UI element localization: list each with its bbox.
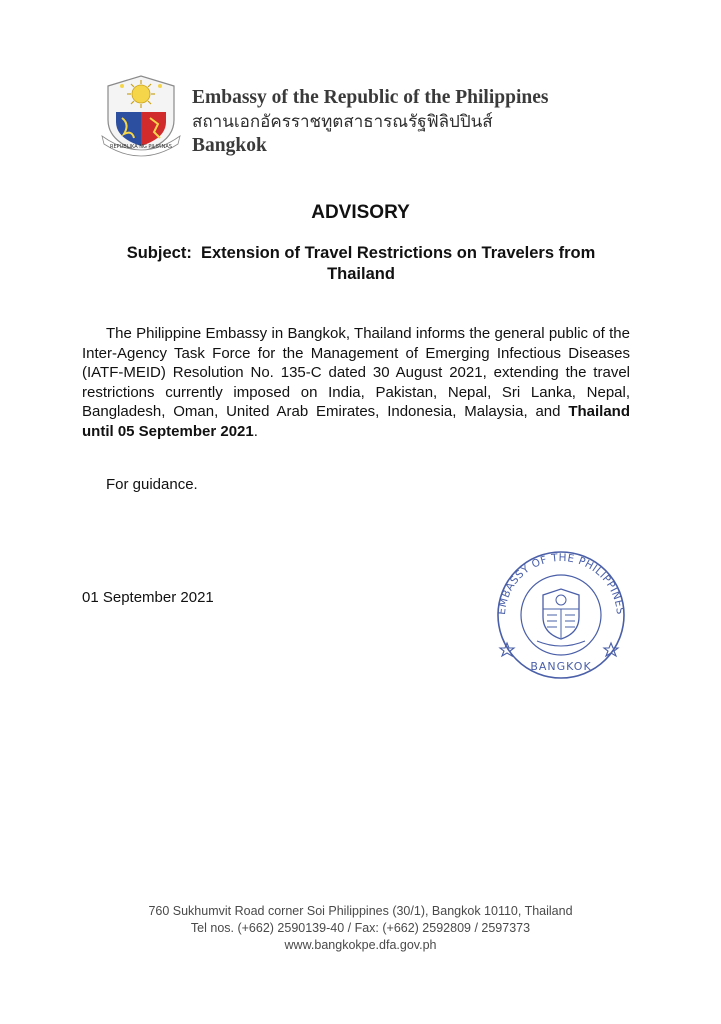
- footer: [0, 903, 721, 954]
- embassy-city: Bangkok: [192, 135, 267, 156]
- stamp-top-text: EMBASSY OF THE PHILIPPINES: [495, 551, 627, 616]
- philippine-seal-logo: [100, 72, 182, 158]
- embassy-name: Embassy of the Republic of the Philippines: [192, 87, 549, 108]
- body-end: .: [253, 422, 258, 440]
- svg-text:REPUBLIKA NG PILIPINAS: REPUBLIKA NG PILIPINAS: [110, 144, 172, 150]
- footer-phone: Tel nos. (+662) 2590139-40 / Fax: (+662) 2592809 / 2597373: [190, 921, 531, 935]
- embassy-stamp: [487, 545, 633, 681]
- body-text: The Philippine Embassy in Bangkok, Thailand informs the general public of the Inter-Agency Task Force for the Management of Emerging Infectious Diseases (IATF-MEID) Resolution No. 135-C dated 30 August 2021, extending the travel restrictions currently imposed on India, Pakistan, Nepal, Sri Lanka, Nepal, Bangladesh, Oman, United Arab Emirates, Indonesia, Malaysia, and: [82, 325, 630, 421]
- svg-text:EMBASSY OF THE PHILIPPINES: [496, 552, 626, 615]
- subject-text: Extension of Travel Restrictions on Travelers from Thailand: [200, 244, 596, 283]
- guidance-text: For guidance.: [106, 476, 198, 493]
- advisory-heading: ADVISORY: [311, 202, 410, 223]
- letterhead-text: [192, 86, 548, 158]
- footer-website[interactable]: www.bangkokpe.dfa.gov.ph: [284, 938, 437, 952]
- stamp-bottom-text: BANGKOK: [530, 660, 592, 673]
- subject-label: Subject:: [126, 244, 192, 262]
- letterhead: [100, 72, 660, 164]
- subject-line: [100, 243, 622, 285]
- footer-address: 760 Sukhumvit Road corner Soi Philippines (30/1), Bangkok 10110, Thailand: [148, 904, 573, 918]
- body-paragraph: [82, 324, 630, 442]
- body-bold-text: Thailand until 05 September 2021: [82, 403, 630, 440]
- document-date: 01 September 2021: [82, 589, 214, 606]
- embassy-name-thai: สถานเอกอัครราชทูตสาธารณรัฐฟิลิปปินส์: [192, 112, 493, 132]
